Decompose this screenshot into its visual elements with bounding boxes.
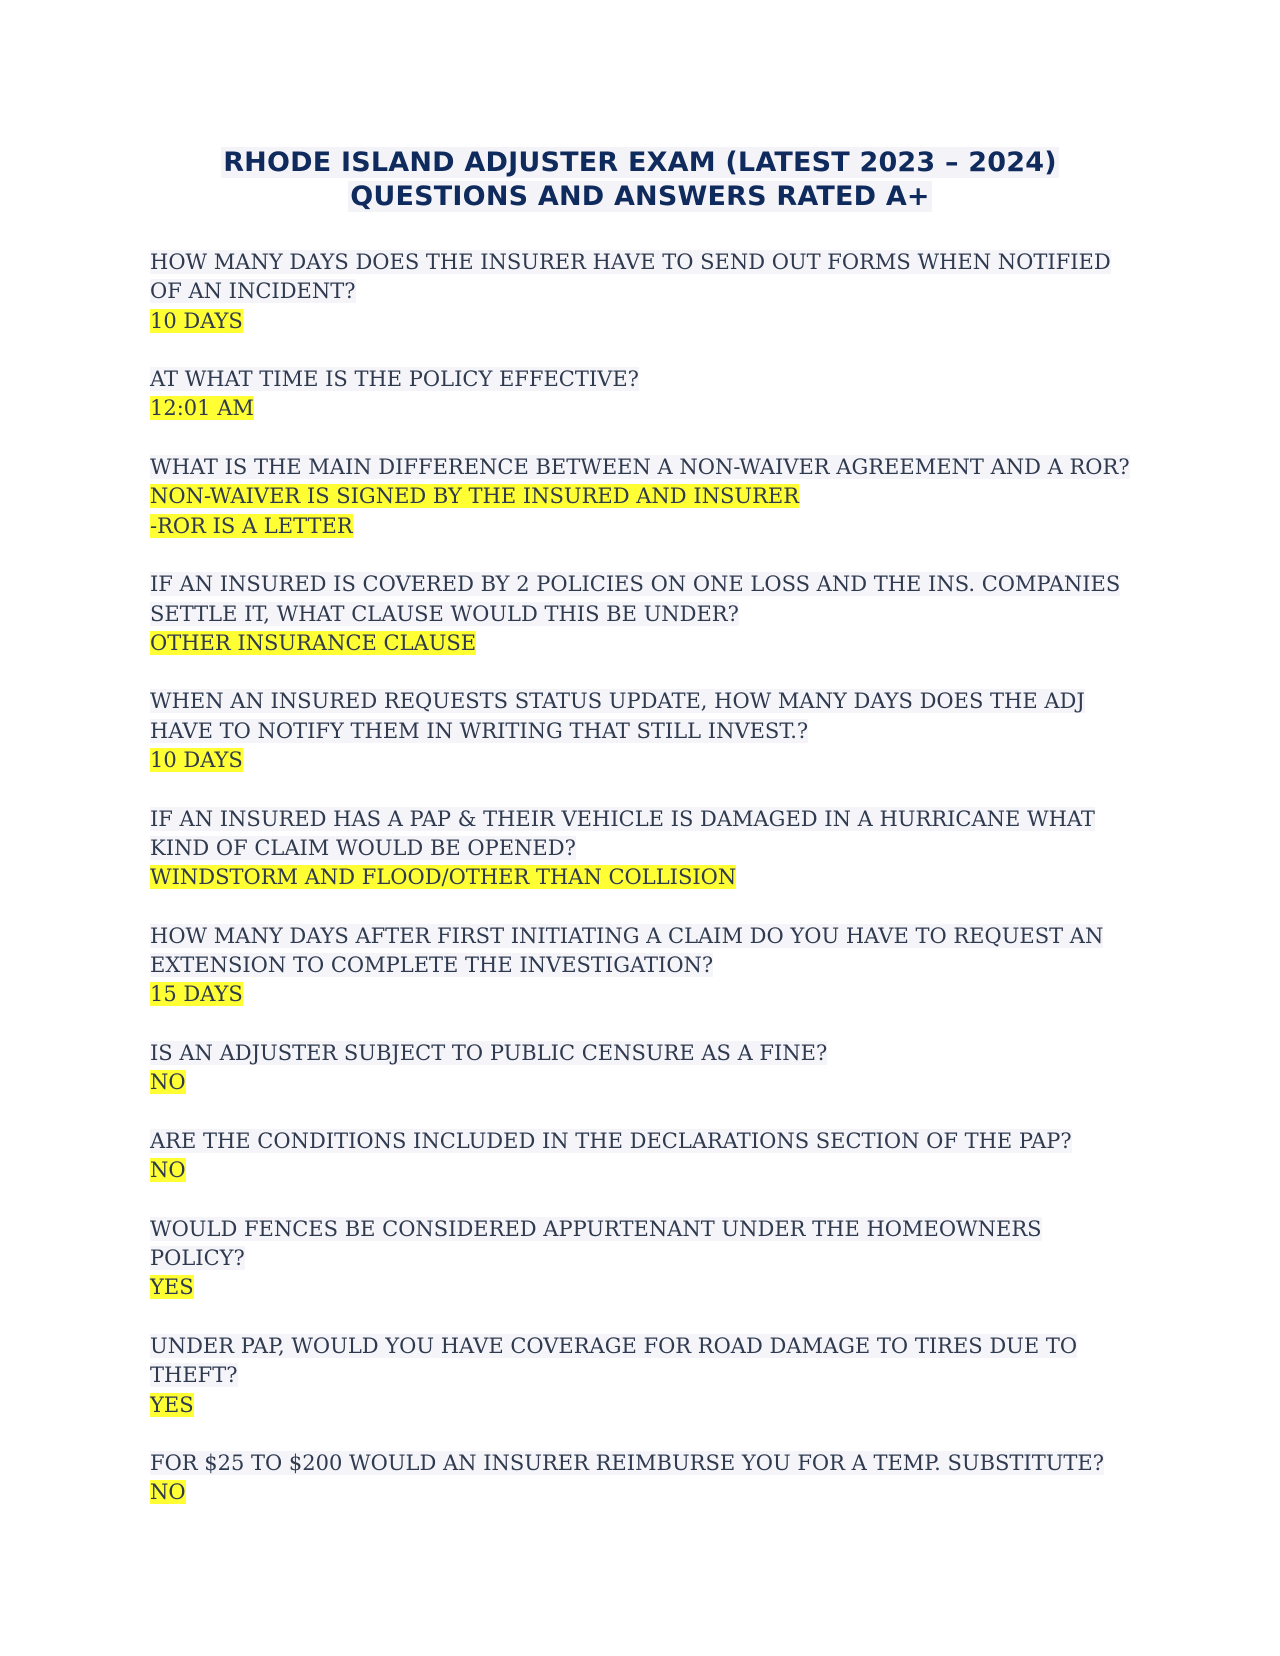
answer-highlight <box>150 863 1130 892</box>
answer-label: 12:01 AM <box>150 396 254 421</box>
question-label: HOW MANY DAYS DOES THE INSURER HAVE TO SEND OUT FORMS WHEN NOTIFIED OF AN INCIDENT? <box>150 250 1111 304</box>
question-label: FOR $25 TO $200 WOULD AN INSURER REIMBURSE YOU FOR A TEMP. SUBSTITUTE? <box>150 1451 1105 1476</box>
qa-item <box>150 453 1130 541</box>
qa-item <box>150 570 1130 658</box>
answer-highlight <box>150 512 1130 541</box>
question-text <box>150 1039 1130 1068</box>
qa-item <box>150 687 1130 775</box>
qa-item <box>150 805 1130 893</box>
qa-item <box>150 248 1130 336</box>
question-label: WOULD FENCES BE CONSIDERED APPURTENANT UNDER THE HOMEOWNERS POLICY? <box>150 1216 1042 1271</box>
qa-item <box>150 1449 1130 1508</box>
question-label: WHAT IS THE MAIN DIFFERENCE BETWEEN A NON-WAIVER AGREEMENT AND A ROR? <box>150 455 1130 480</box>
answer-highlight <box>150 1478 1130 1507</box>
question-text <box>150 248 1130 307</box>
question-text <box>150 805 1130 864</box>
title-line-1: RHODE ISLAND ADJUSTER EXAM (LATEST 2023 – 2024) <box>223 147 1057 178</box>
answer-highlight <box>150 1391 1130 1420</box>
answer-highlight <box>150 1273 1130 1302</box>
qa-item <box>150 1039 1130 1098</box>
answer-highlight <box>150 629 1130 658</box>
qa-item <box>150 922 1130 1010</box>
qa-item <box>150 365 1130 424</box>
answer-highlight <box>150 746 1130 775</box>
answer-highlight <box>150 307 1130 336</box>
answer-highlight <box>150 482 1130 511</box>
question-text <box>150 1332 1130 1391</box>
answer-label: NO <box>150 1480 186 1505</box>
answer-label: 10 DAYS <box>150 748 243 773</box>
question-text <box>150 687 1130 746</box>
qa-item <box>150 1215 1130 1303</box>
answer-label: YES <box>150 1275 194 1300</box>
question-text <box>150 453 1130 482</box>
question-label: IF AN INSURED HAS A PAP & THEIR VEHICLE IS DAMAGED IN A HURRICANE WHAT KIND OF CLAIM WOULD BE OPENED? <box>150 806 1095 860</box>
qa-list <box>150 248 1130 1537</box>
question-text <box>150 1449 1130 1478</box>
answer-label: 10 DAYS <box>150 308 243 333</box>
answer-label: NO <box>150 1158 186 1183</box>
question-label: UNDER PAP, WOULD YOU HAVE COVERAGE FOR ROAD DAMAGE TO TIRES DUE TO THEFT? <box>150 1333 1078 1388</box>
answer-label: -ROR IS A LETTER <box>150 513 353 538</box>
answer-label: YES <box>150 1392 194 1417</box>
answer-highlight <box>150 980 1130 1009</box>
question-text <box>150 1215 1130 1274</box>
question-text <box>150 1127 1130 1156</box>
qa-item <box>150 1127 1130 1186</box>
question-text <box>150 365 1130 394</box>
document-title <box>150 146 1130 214</box>
question-label: WHEN AN INSURED REQUESTS STATUS UPDATE, HOW MANY DAYS DOES THE ADJ HAVE TO NOTIFY THEM IN WRITING THAT STILL INVEST.? <box>150 689 1085 743</box>
question-text <box>150 922 1130 981</box>
answer-label: NO <box>150 1070 186 1095</box>
answer-highlight <box>150 1068 1130 1097</box>
title-line-2: QUESTIONS AND ANSWERS RATED A+ <box>350 181 930 212</box>
question-label: HOW MANY DAYS AFTER FIRST INITIATING A CLAIM DO YOU HAVE TO REQUEST AN EXTENSION TO COMPLETE THE INVESTIGATION? <box>150 923 1104 978</box>
qa-item <box>150 1332 1130 1420</box>
answer-highlight <box>150 1156 1130 1185</box>
answer-highlight <box>150 394 1130 423</box>
answer-label: NON-WAIVER IS SIGNED BY THE INSURED AND INSURER <box>150 484 800 509</box>
answer-label: OTHER INSURANCE CLAUSE <box>150 630 477 655</box>
question-text <box>150 570 1130 629</box>
question-label: IF AN INSURED IS COVERED BY 2 POLICIES ON ONE LOSS AND THE INS. COMPANIES SETTLE IT, WHAT CLAUSE WOULD THIS BE UNDER? <box>150 572 1121 626</box>
answer-label: 15 DAYS <box>150 982 243 1007</box>
answer-label: WINDSTORM AND FLOOD/OTHER THAN COLLISION <box>150 865 737 890</box>
question-label: IS AN ADJUSTER SUBJECT TO PUBLIC CENSURE AS A FINE? <box>150 1041 828 1066</box>
question-label: AT WHAT TIME IS THE POLICY EFFECTIVE? <box>150 367 639 392</box>
question-label: ARE THE CONDITIONS INCLUDED IN THE DECLARATIONS SECTION OF THE PAP? <box>150 1128 1072 1153</box>
